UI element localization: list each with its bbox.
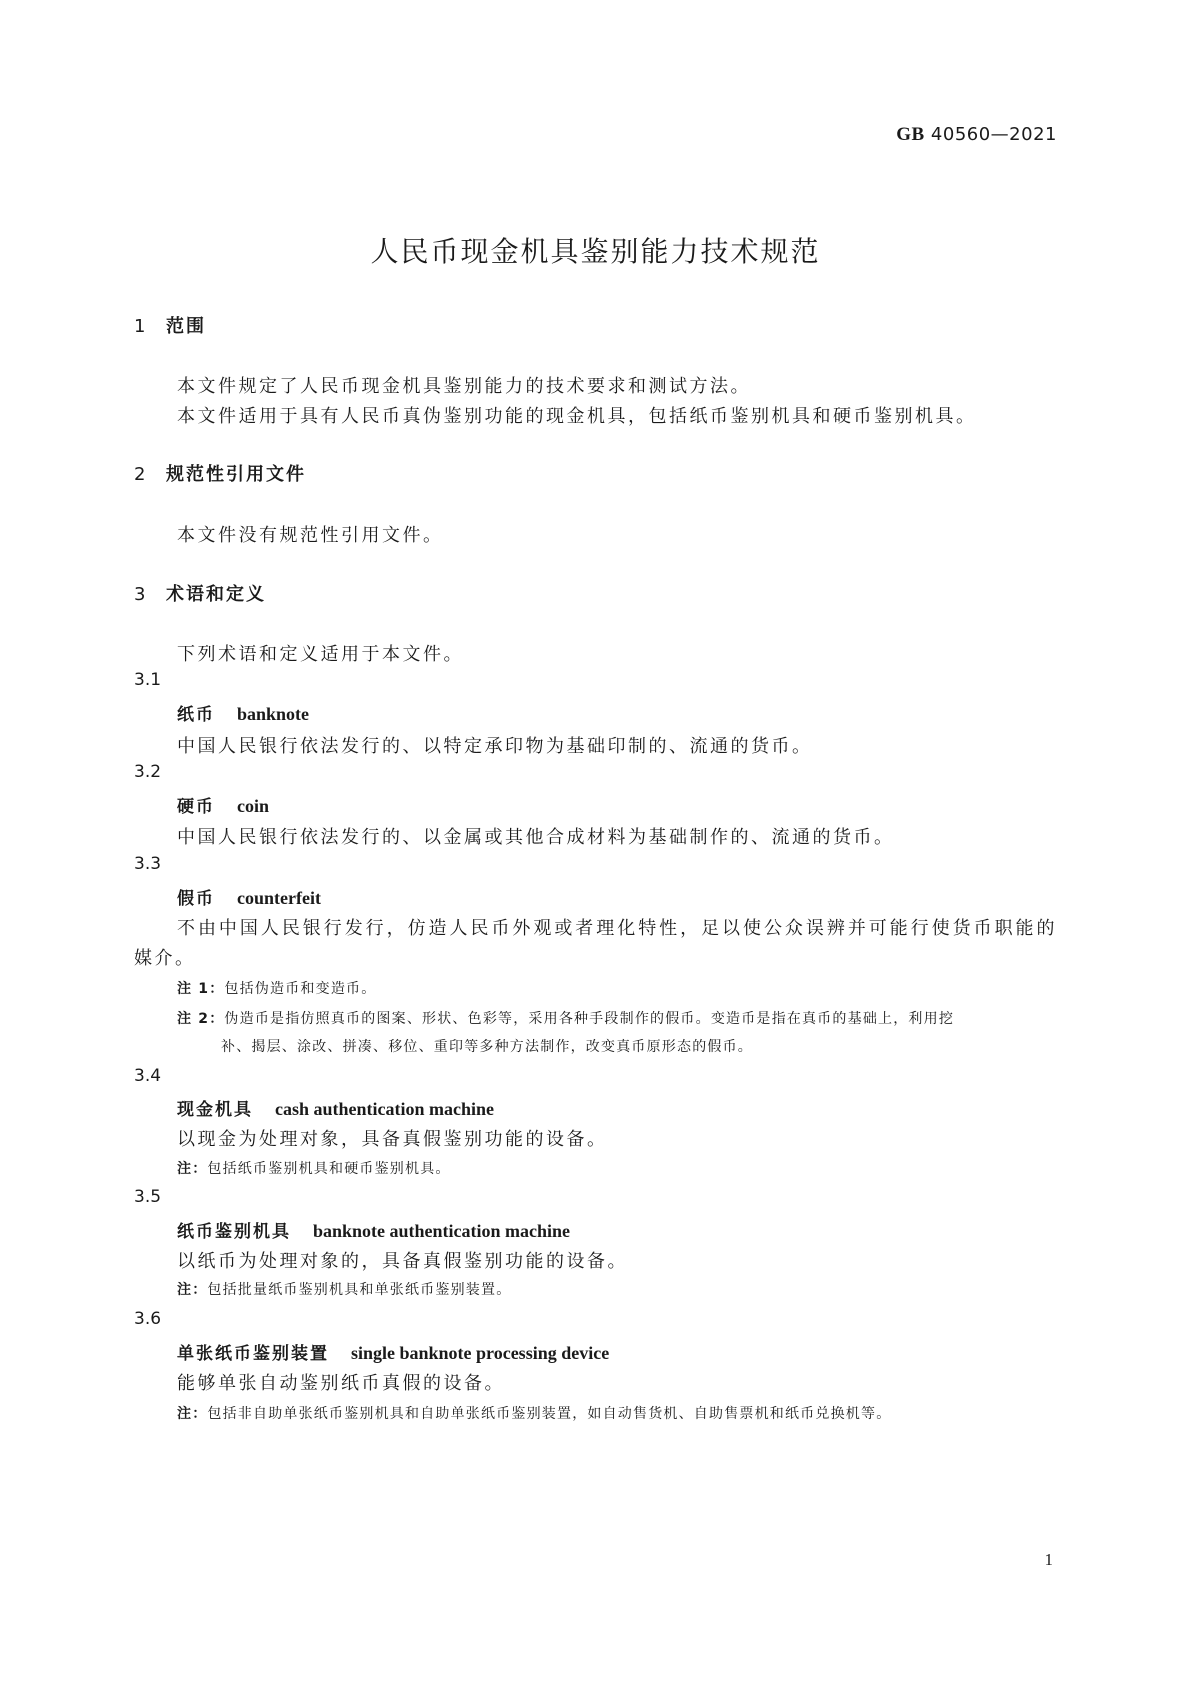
entry-number: 3.1 (134, 670, 162, 690)
standard-code: 40560—2021 (930, 124, 1057, 145)
definition: 以纸币为处理对象的，具备真假鉴别功能的设备。 (177, 1251, 628, 1272)
section-1-heading (134, 312, 206, 338)
standard-prefix: GB (896, 124, 925, 145)
section-title: 术语和定义 (166, 584, 266, 605)
section-2-heading (134, 460, 306, 486)
paragraph: 本文件适用于具有人民币真伪鉴别功能的现金机具，包括纸币鉴别机具和硬币鉴别机具。 (177, 406, 977, 427)
section-number: 2 (134, 464, 146, 485)
term-zh: 硬币 (177, 797, 215, 817)
paragraph: 本文件规定了人民币现金机具鉴别能力的技术要求和测试方法。 (177, 376, 751, 397)
term-zh: 假币 (177, 889, 215, 909)
term-en: banknote (237, 704, 310, 724)
page-number: 1 (1044, 1550, 1053, 1569)
section-title: 规范性引用文件 (166, 464, 306, 485)
entry-number: 3.4 (134, 1066, 162, 1086)
term-zh: 单张纸币鉴别装置 (177, 1344, 329, 1364)
note-label: 注 2： (177, 1011, 225, 1027)
note (177, 1403, 891, 1423)
section-number: 1 (134, 316, 146, 337)
entry-number: 3.2 (134, 762, 162, 782)
section-number: 3 (134, 584, 146, 605)
standard-number (896, 124, 1057, 146)
note-text: 包括纸币鉴别机具和硬币鉴别机具。 (207, 1161, 451, 1177)
term-zh: 现金机具 (177, 1100, 253, 1120)
section-title: 范围 (166, 316, 206, 337)
term-heading (177, 1095, 494, 1120)
definition: 中国人民银行依法发行的、以金属或其他合成材料为基础制作的、流通的货币。 (177, 827, 895, 848)
document-title: 人民币现金机具鉴别能力技术规范 (370, 235, 821, 268)
term-heading (177, 1217, 570, 1242)
paragraph: 本文件没有规范性引用文件。 (177, 525, 444, 546)
definition: 能够单张自动鉴别纸币真假的设备。 (177, 1373, 505, 1394)
term-heading (177, 884, 321, 909)
note-label: 注： (177, 1406, 208, 1422)
entry-number: 3.6 (134, 1309, 162, 1329)
term-en: cash authentication machine (275, 1099, 495, 1119)
term-en: coin (237, 796, 270, 816)
term-zh: 纸币鉴别机具 (177, 1222, 291, 1242)
definition: 以现金为处理对象，具备真假鉴别功能的设备。 (177, 1129, 608, 1150)
note-text: 包括非自助单张纸币鉴别机具和自助单张纸币鉴别装置，如自动售货机、自助售票机和纸币兑换机等。 (207, 1406, 892, 1422)
term-zh: 纸币 (177, 705, 215, 725)
note-text: 包括批量纸币鉴别机具和单张纸币鉴别装置。 (207, 1282, 512, 1298)
term-heading (177, 792, 269, 817)
note-text: 伪造币是指仿照真币的图案、形状、色彩等，采用各种手段制作的假币。变造币是指在真币的基础上，利用挖 (224, 1011, 955, 1027)
term-heading (177, 1339, 609, 1364)
note-label: 注： (177, 1282, 208, 1298)
term-en: single banknote processing device (351, 1343, 610, 1363)
note (177, 978, 376, 998)
note (177, 1158, 451, 1178)
entry-number: 3.5 (134, 1187, 162, 1207)
note (177, 1008, 954, 1028)
note-label: 注： (177, 1161, 208, 1177)
note (177, 1279, 511, 1299)
note-text: 包括伪造币和变造币。 (224, 981, 377, 997)
term-heading (177, 700, 309, 725)
definition-line: 不由中国人民银行发行，仿造人民币外观或者理化特性，足以使公众误辨并可能行使货币职能的 (177, 918, 1057, 939)
note-label: 注 1： (177, 981, 225, 997)
note-continuation: 补、揭层、涂改、拼凑、移位、重印等多种方法制作，改变真币原形态的假币。 (221, 1039, 753, 1055)
paragraph: 下列术语和定义适用于本文件。 (177, 644, 464, 665)
section-3-heading (134, 580, 266, 606)
definition-line: 媒介。 (134, 948, 196, 969)
term-en: banknote authentication machine (313, 1221, 571, 1241)
entry-number: 3.3 (134, 854, 162, 874)
term-en: counterfeit (237, 888, 321, 908)
definition: 中国人民银行依法发行的、以特定承印物为基础印制的、流通的货币。 (177, 736, 813, 757)
